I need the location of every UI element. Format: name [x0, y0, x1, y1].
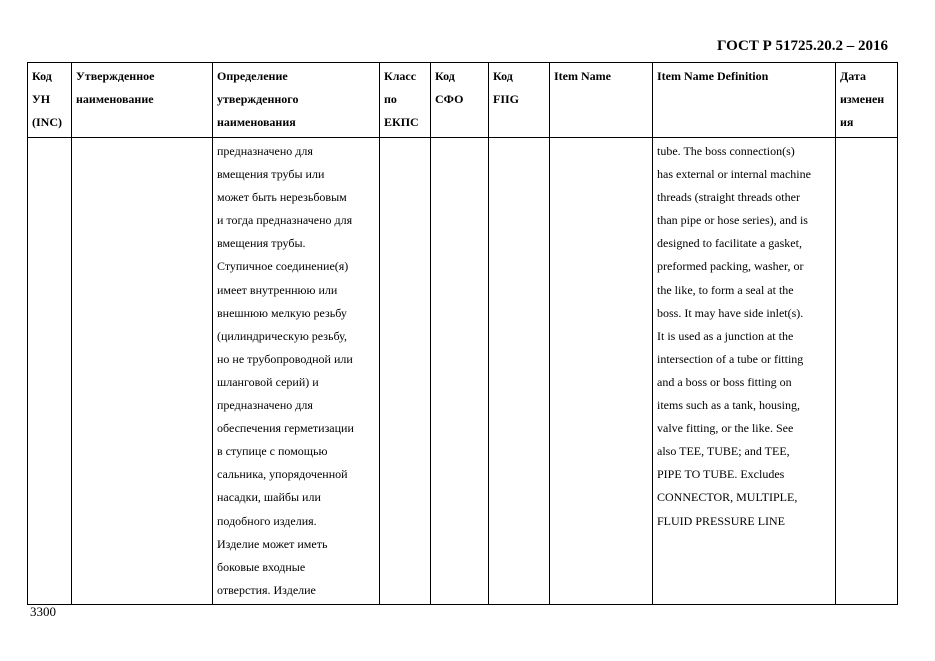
cell-fiig-code: [489, 138, 550, 605]
header-fiig-code: Код FIIG: [489, 63, 550, 138]
cell-change-date: [836, 138, 898, 605]
page-number: 3300: [30, 604, 56, 619]
header-class: Класс по ЕКПС: [380, 63, 431, 138]
table-row: [28, 138, 898, 605]
header-approved-name: Утвержденное наименование: [72, 63, 213, 138]
header-sfo-code: Код СФО: [431, 63, 489, 138]
cell-approved-name: [72, 138, 213, 605]
cell-item-name: [550, 138, 653, 605]
table-header-row: [28, 63, 898, 138]
header-item-name: Item Name: [550, 63, 653, 138]
cell-class: [380, 138, 431, 605]
cell-definition-ru: предназначено для вмещения трубы или может быть нерезьбовым и тогда предназначено для вмещения трубы. Ступичное соединение(я) имеет внутреннюю или внешнюю мелкую резьбу (цилиндрическую резьбу, но не трубопроводной или шланговой серий) и предназначено для обеспечения герметизации в ступице с помощью сальника, упорядоченной насадки, шайбы или подобного изделия. Изделие может иметь боковые входные отверстия. Изделие: [213, 138, 380, 605]
cell-sfo-code: [431, 138, 489, 605]
header-definition-ru: Определение утвержденного наименования: [213, 63, 380, 138]
cell-inc-code: [28, 138, 72, 605]
header-item-name-definition: Item Name Definition: [653, 63, 836, 138]
cell-definition-en: tube. The boss connection(s) has external or internal machine threads (straight threads other than pipe or hose series), and is designed to facilitate a gasket, preformed packing, washer, or the like, to form a seal at the boss. It may have side inlet(s). It is used as a junction at the intersection of a tube or fitting and a boss or boss fitting on items such as a tank, housing, valve fitting, or the like. See also TEE, TUBE; and TEE, PIPE TO TUBE. Excludes CONNECTOR, MULTIPLE, FLUID PRESSURE LINE: [653, 138, 836, 605]
document-id: ГОСТ Р 51725.20.2 – 2016: [716, 38, 888, 54]
nomenclature-table: [27, 62, 898, 605]
header-inc-code: Код УН (INC): [28, 63, 72, 138]
header-change-date: Дата изменен ия: [836, 63, 898, 138]
